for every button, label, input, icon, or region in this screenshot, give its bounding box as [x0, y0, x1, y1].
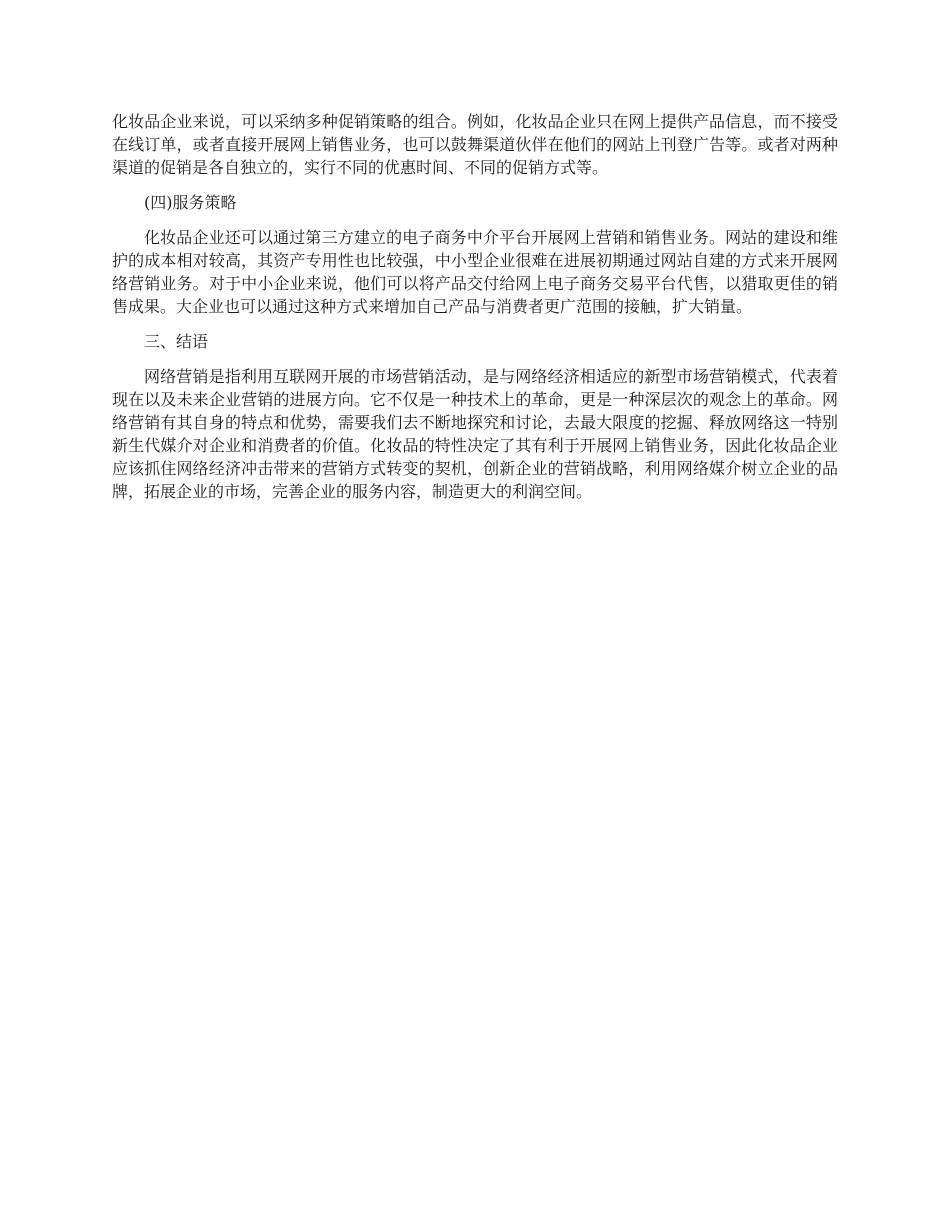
document-page	[112, 110, 838, 515]
paragraph-conclusion: 网络营销是指利用互联网开展的市场营销活动，是与网络经济相适应的新型市场营销模式，代表着现在以及未来企业营销的进展方向。它不仅是一种技术上的革命，更是一种深层次的观念上的革命。网络营销有其自身的特点和优势，需要我们去不断地探究和讨论，去最大限度的挖掘、释放网络这一特别新生代媒介对企业和消费者的价值。化妆品的特性决定了其有利于开展网上销售业务，因此化妆品企业应该抓住网络经济冲击带来的营销方式转变的契机，创新企业的营销战略，利用网络媒介树立企业的品牌，拓展企业的市场，完善企业的服务内容，制造更大的利润空间。	[112, 367, 838, 501]
heading-conclusion: 三、结语	[144, 332, 209, 351]
heading-service-strategy: (四)服务策略	[144, 193, 237, 212]
paragraph-service-strategy: 化妆品企业还可以通过第三方建立的电子商务中介平台开展网上营销和销售业务。网站的建设和维护的成本相对较高，其资产专用性也比较强，中小型企业很难在进展初期通过网站自建的方式来开展网络营销业务。对于中小企业来说，他们可以将产品交付给网上电子商务交易平台代售，以猎取更佳的销售成果。大企业也可以通过这种方式来增加自己产品与消费者更广范围的接触，扩大销量。	[112, 228, 838, 316]
paragraph-promotion-continued: 化妆品企业来说，可以采纳多种促销策略的组合。例如，化妆品企业只在网上提供产品信息，而不接受在线订单，或者直接开展网上销售业务，也可以鼓舞渠道伙伴在他们的网站上刊登广告等。或者对两种渠道的促销是各自独立的，实行不同的优惠时间、不同的促销方式等。	[112, 112, 838, 177]
